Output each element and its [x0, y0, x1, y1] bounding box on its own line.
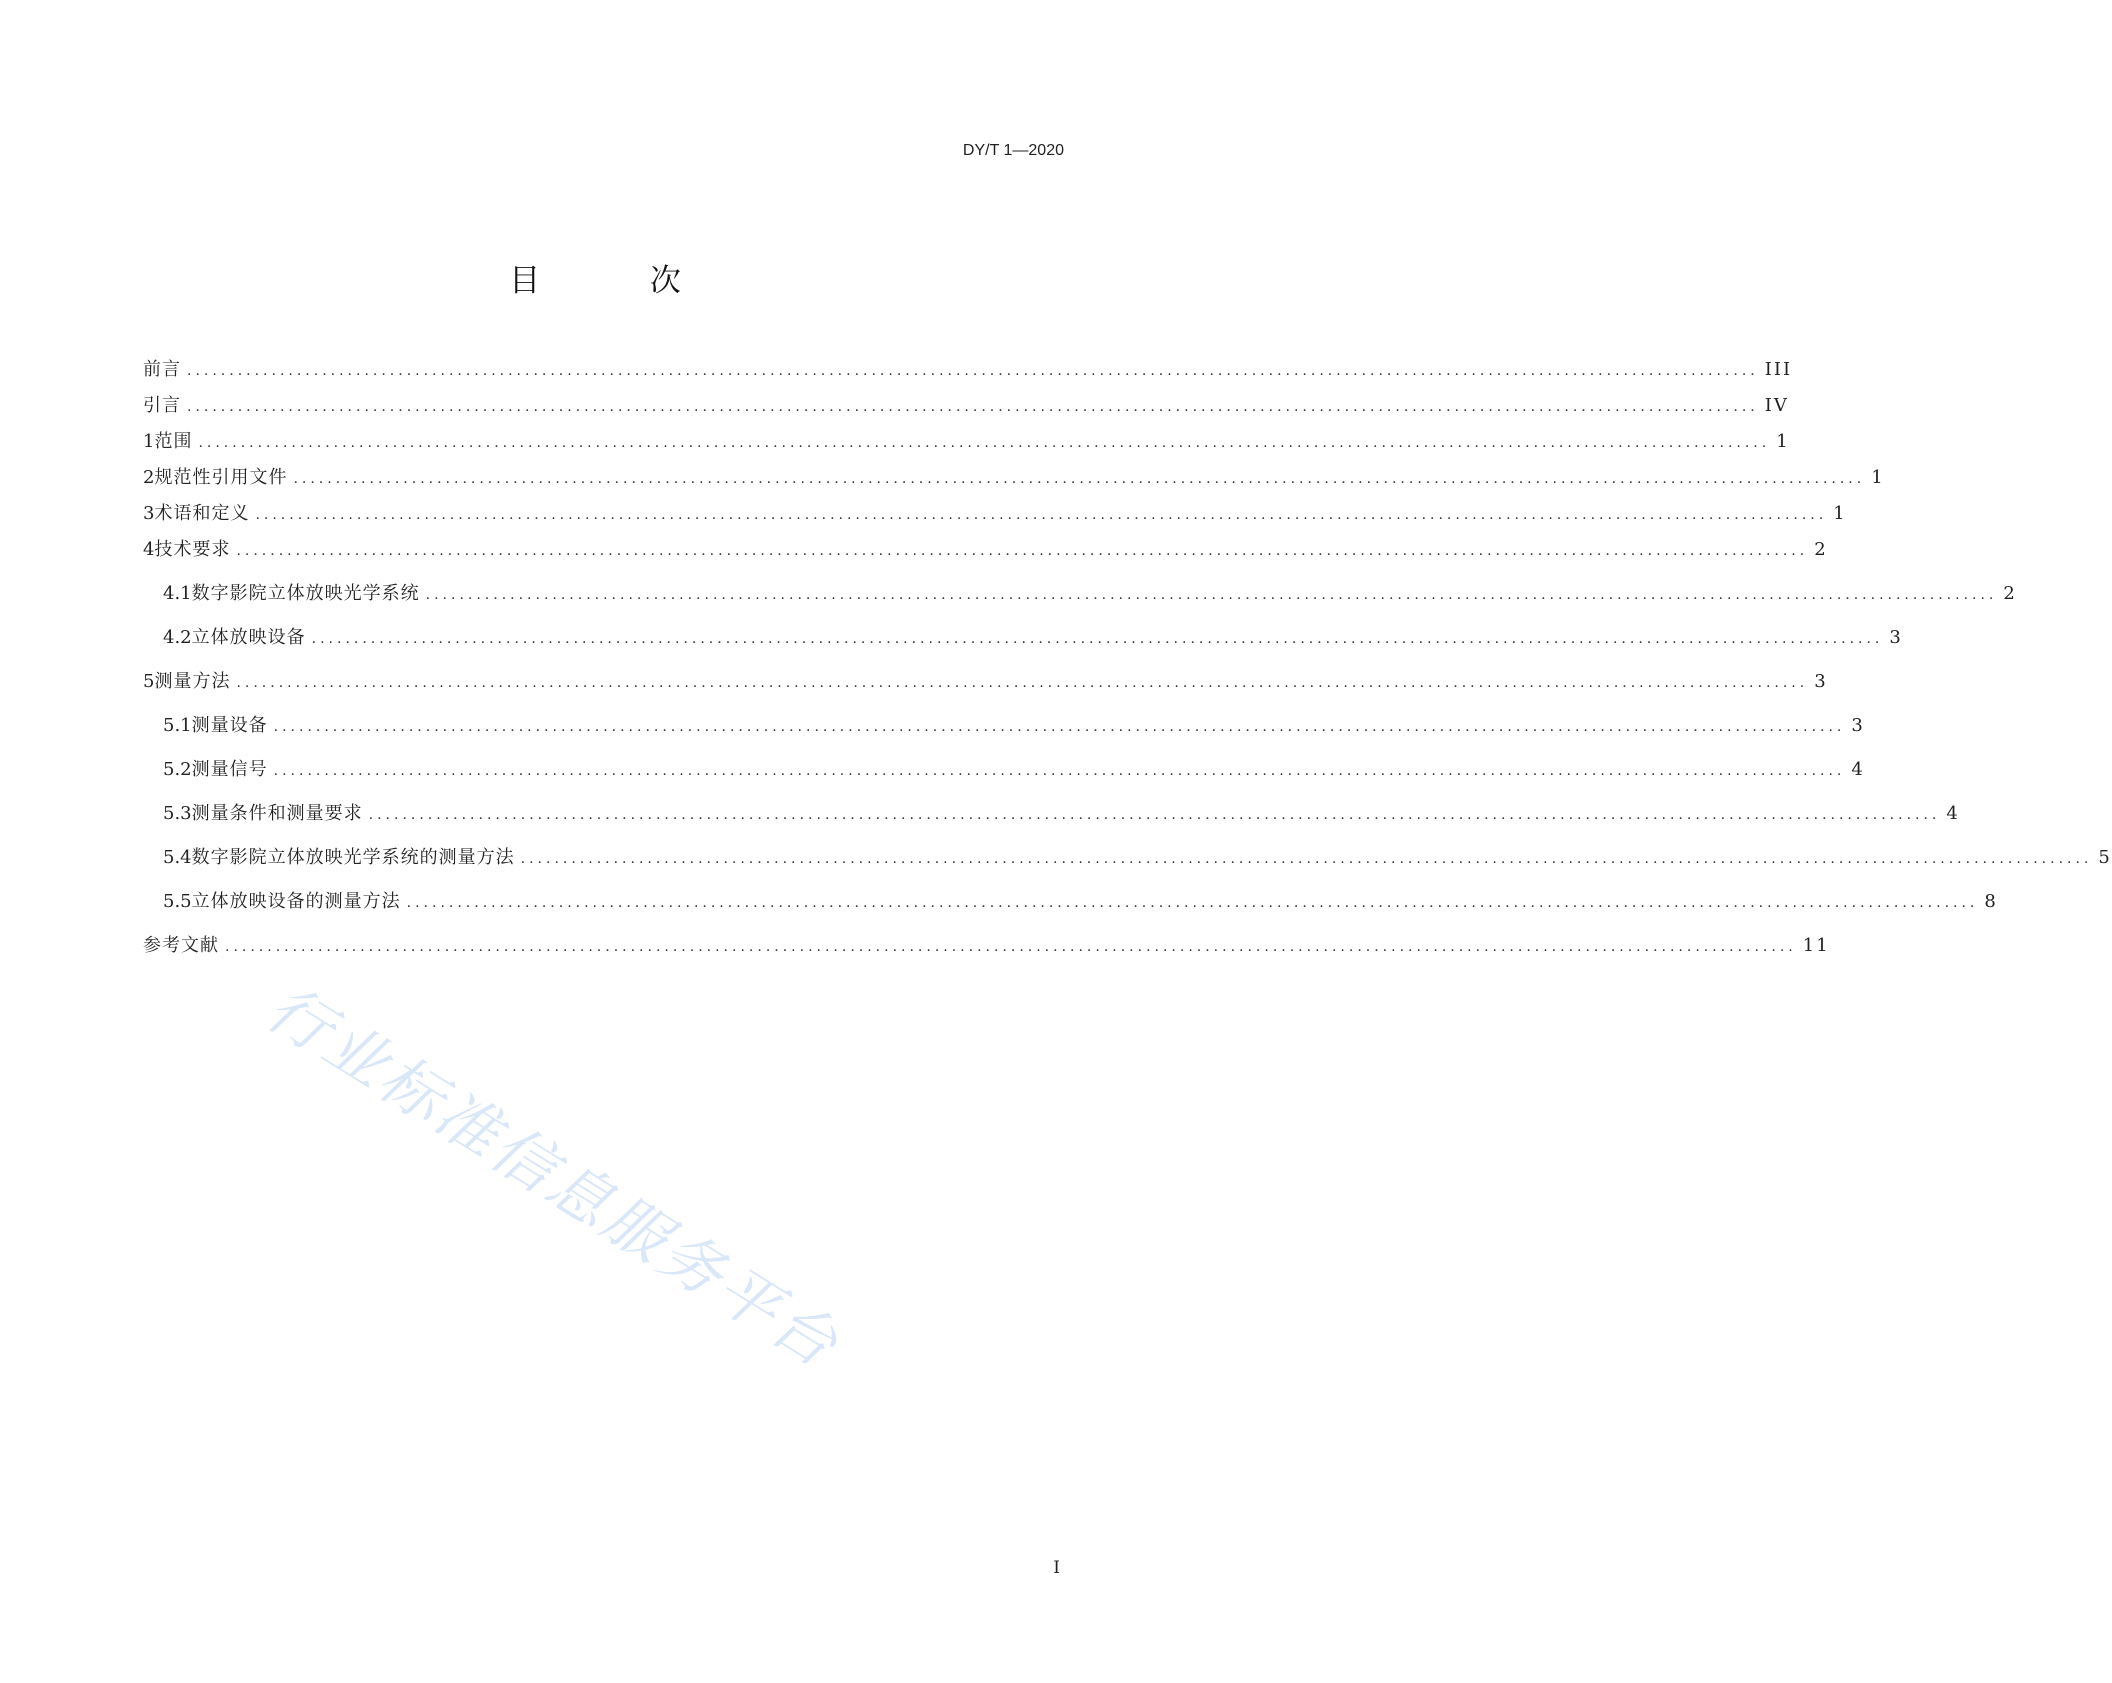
toc-entry[interactable]: [163, 582, 2017, 607]
toc-entry-text: 数字影院立体放映光学系统的测量方法: [191, 847, 515, 868]
toc-entry-text: 参考文献: [143, 935, 219, 956]
toc-entry-number: 2: [143, 467, 155, 488]
toc-dot-leader: ..........................................................................................................................................................................................: [425, 587, 1998, 603]
toc-page-number: 4: [1946, 803, 1960, 824]
toc-page-number: 4: [1851, 759, 1865, 780]
toc-entry[interactable]: [143, 394, 1789, 419]
toc-dot-leader: ..........................................................................................................................................................................................: [273, 719, 1846, 735]
toc-entry[interactable]: [143, 670, 1828, 695]
toc-entry[interactable]: [143, 502, 1847, 527]
toc-page-number: 8: [1984, 891, 1998, 912]
toc-entry[interactable]: [163, 714, 1865, 739]
toc-entry-text: 范围: [154, 431, 193, 452]
toc-entry[interactable]: [143, 430, 1790, 455]
toc-dot-leader: ..........................................................................................................................................................................................: [225, 939, 1797, 955]
toc-entry-text: 测量条件和测量要求: [191, 803, 363, 824]
toc-page-number: III: [1764, 359, 1793, 380]
toc-entry[interactable]: [143, 934, 1830, 959]
toc-dot-leader: ..........................................................................................................................................................................................: [520, 851, 2093, 867]
document-code: DY/T 1—2020: [962, 142, 1064, 159]
toc-entry-text: 立体放映设备的测量方法: [191, 891, 401, 912]
toc-dot-leader: ..........................................................................................................................................................................................: [236, 675, 1809, 691]
toc-dot-leader: ..........................................................................................................................................................................................: [293, 471, 1866, 487]
toc-entry-number: 5.5: [163, 891, 192, 912]
toc-page-number: IV: [1764, 395, 1789, 416]
toc-entry-number: 3: [143, 503, 155, 524]
toc-entry-number: 1: [143, 431, 155, 452]
toc-entry[interactable]: [143, 466, 1885, 491]
toc-entry[interactable]: [143, 358, 1793, 383]
watermark: 行业标准信息服务平台: [254, 971, 853, 1383]
toc-dot-leader: ..........................................................................................................................................................................................: [255, 507, 1828, 523]
toc-page-number: 1: [1833, 503, 1847, 524]
toc-entry-text: 测量信号: [191, 759, 268, 780]
toc-dot-leader: ..........................................................................................................................................................................................: [406, 895, 1979, 911]
toc-page-number: 11: [1802, 935, 1830, 956]
toc-page-number: 3: [1889, 627, 1903, 648]
toc-entry-text: 测量设备: [191, 715, 268, 736]
toc-entry[interactable]: [163, 846, 2112, 871]
toc-dot-leader: ..........................................................................................................................................................................................: [187, 399, 1759, 415]
toc-dot-leader: ..........................................................................................................................................................................................: [311, 631, 1884, 647]
toc-page-number: 2: [2003, 583, 2017, 604]
toc-entry-text: 立体放映设备: [191, 627, 306, 648]
toc-entry-number: 5: [143, 671, 155, 692]
toc-page-number: 1: [1776, 431, 1790, 452]
toc-entry-text: 术语和定义: [154, 503, 250, 524]
toc-dot-leader: ..........................................................................................................................................................................................: [368, 807, 1941, 823]
page-number: I: [1053, 1558, 1060, 1578]
toc-entry-text: 前言: [143, 359, 181, 380]
toc-entry[interactable]: [163, 802, 1960, 827]
toc-dot-leader: ..........................................................................................................................................................................................: [198, 435, 1771, 451]
toc-page-number: 1: [1871, 467, 1885, 488]
toc-entry-text: 技术要求: [154, 539, 231, 560]
toc-page-number: 2: [1814, 539, 1828, 560]
toc-dot-leader: ..........................................................................................................................................................................................: [273, 763, 1846, 779]
toc-entry[interactable]: [163, 626, 1903, 651]
toc-entry-text: 引言: [143, 395, 181, 416]
toc-dot-leader: ..........................................................................................................................................................................................: [187, 363, 1759, 379]
toc-title: 目 次: [509, 263, 731, 299]
toc-page-number: 3: [1851, 715, 1865, 736]
toc-page-number: 3: [1814, 671, 1828, 692]
toc-entry-text: 数字影院立体放映光学系统: [191, 583, 420, 604]
toc-dot-leader: ..........................................................................................................................................................................................: [236, 543, 1809, 559]
toc-entry[interactable]: [143, 538, 1828, 563]
toc-entry-number: 5.4: [163, 847, 192, 868]
toc-entry[interactable]: [163, 758, 1865, 783]
toc-page-number: 5: [2098, 847, 2112, 868]
toc-entry-number: 5.3: [163, 803, 192, 824]
toc-entry-number: 4: [143, 539, 155, 560]
toc-entry-text: 规范性引用文件: [154, 467, 288, 488]
toc-entry-number: 4.2: [163, 627, 192, 648]
toc-entry-number: 5.2: [163, 759, 192, 780]
toc-entry[interactable]: [163, 890, 1998, 915]
toc-entry-number: 5.1: [163, 715, 192, 736]
toc-entry-number: 4.1: [163, 583, 192, 604]
toc-entry-text: 测量方法: [154, 671, 231, 692]
